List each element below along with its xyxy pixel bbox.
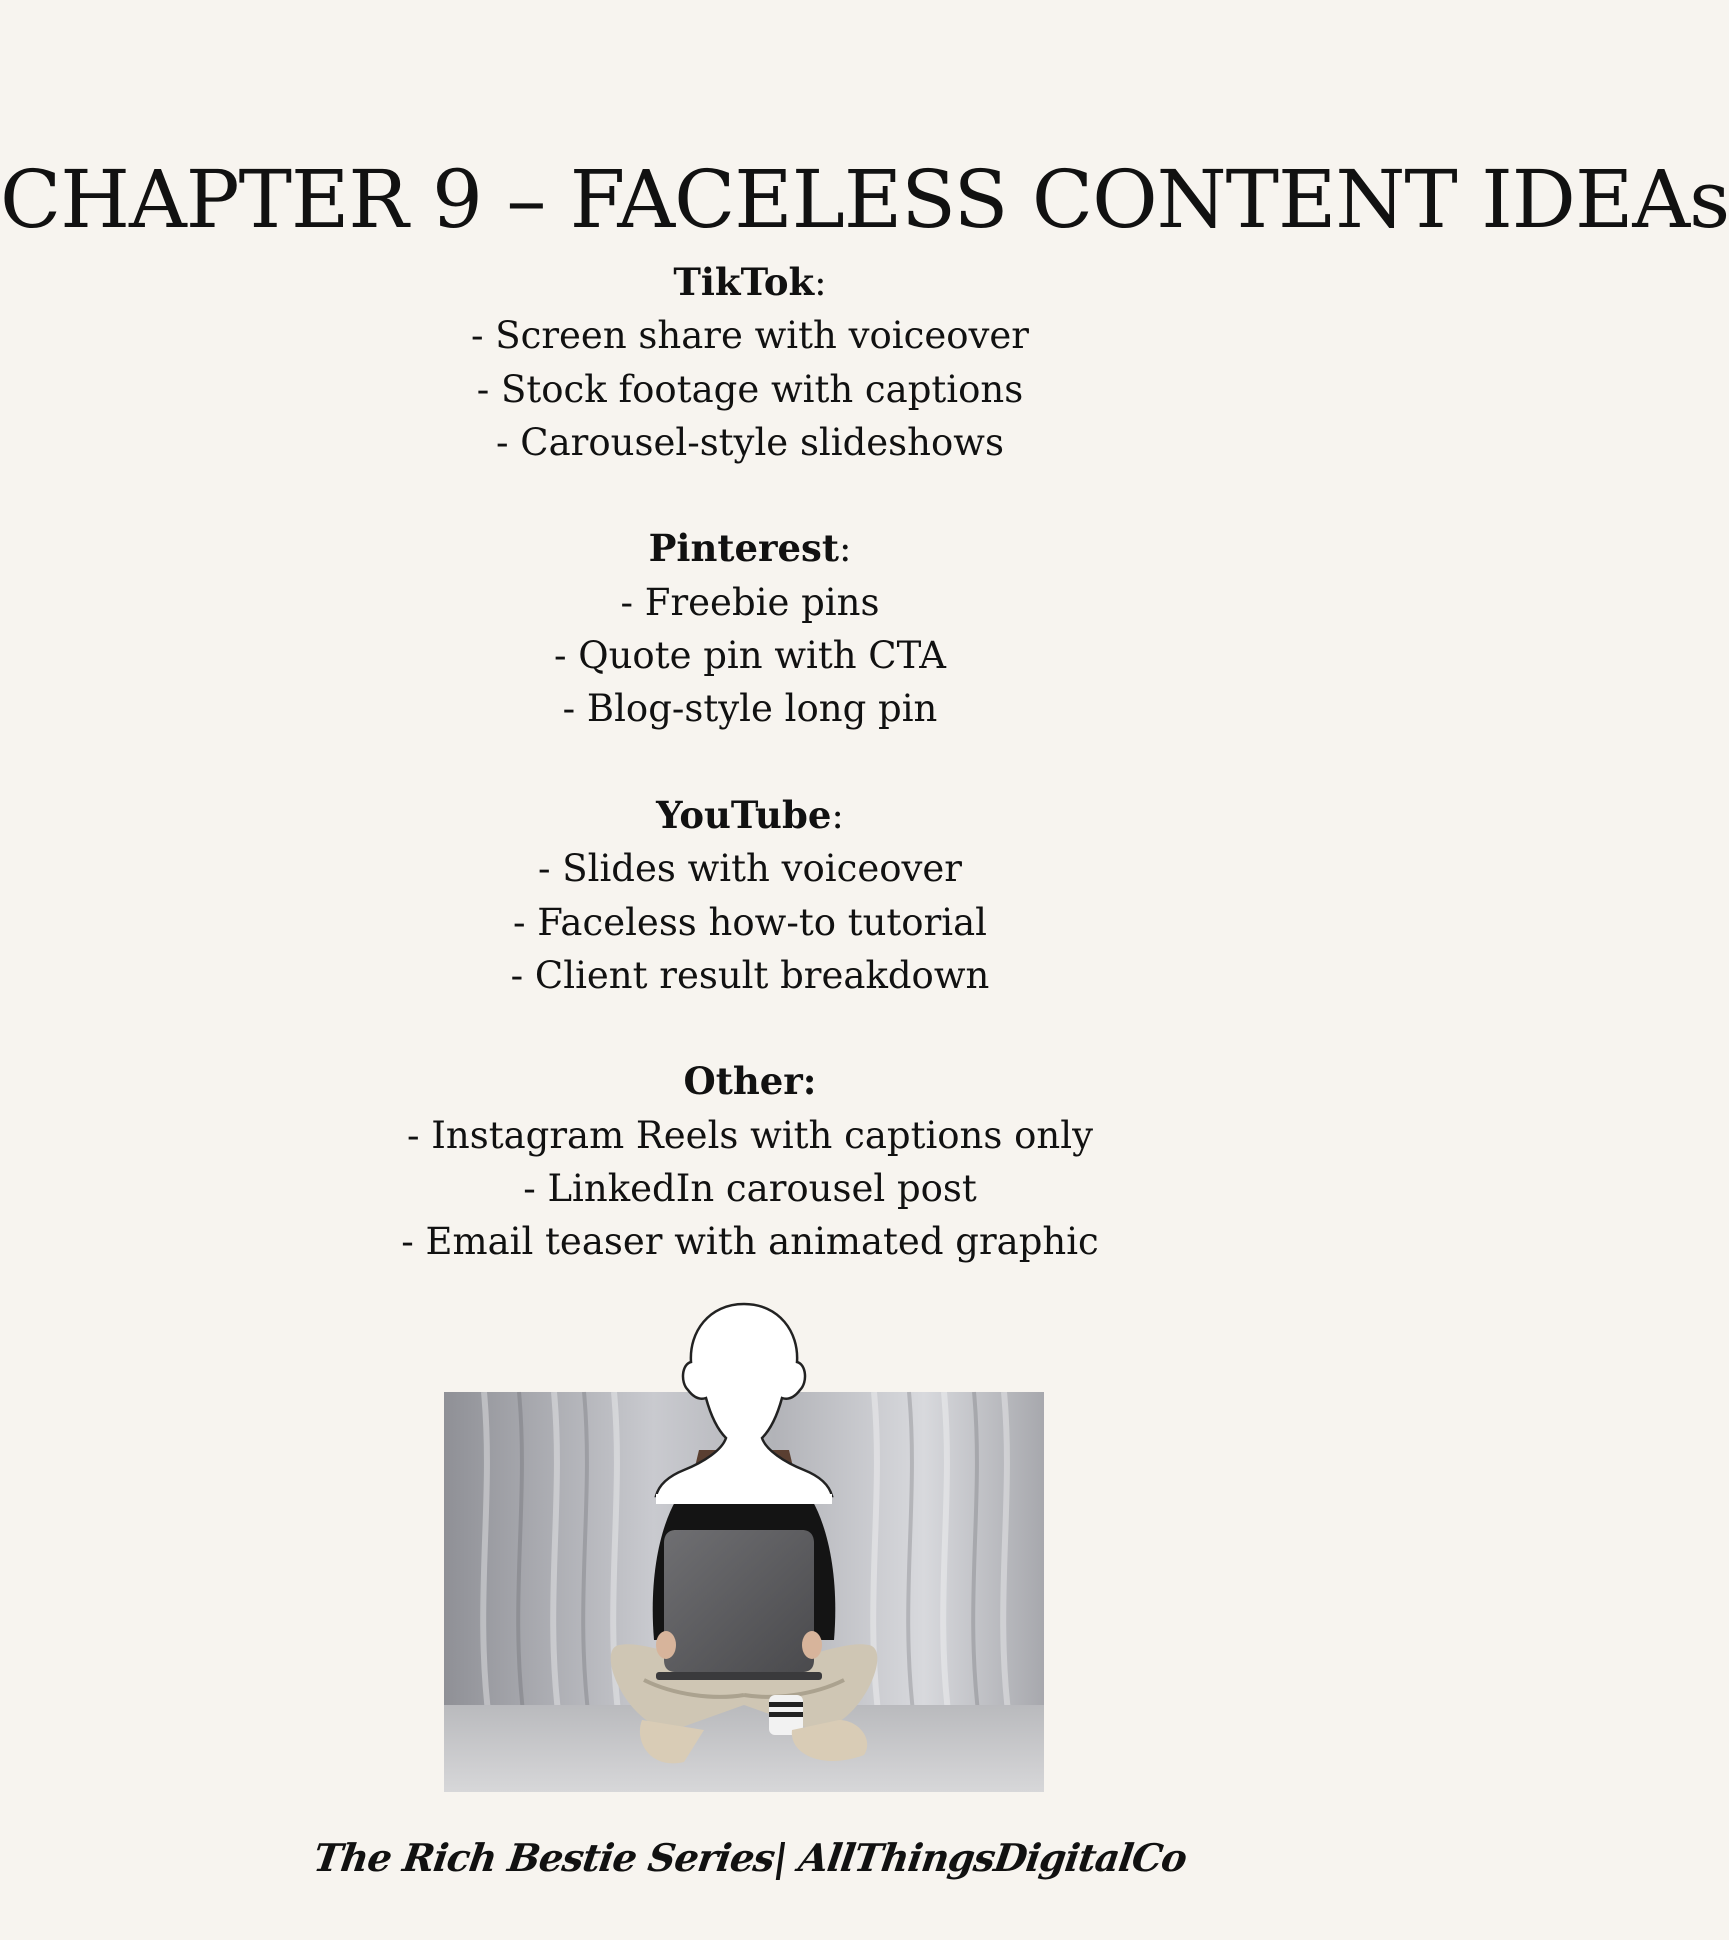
- section-pinterest: [0, 522, 1500, 735]
- section-heading-line: [0, 522, 1500, 575]
- list-item: - Client result breakdown: [510, 953, 990, 997]
- list-item: - Slides with voiceover: [538, 847, 962, 891]
- section-heading: Pinterest: [648, 526, 839, 571]
- list-item: - Faceless how-to tutorial: [512, 900, 987, 944]
- list-item: - LinkedIn carousel post: [523, 1167, 977, 1211]
- list-item: - Freebie pins: [620, 580, 880, 624]
- section-heading-colon: :: [814, 261, 827, 304]
- section-heading: TikTok: [673, 260, 815, 304]
- section-heading: YouTube: [656, 792, 832, 837]
- faceless-person-with-laptop-icon: [444, 1300, 1044, 1792]
- list-item: - Quote pin with CTA: [554, 634, 946, 678]
- section-other: [0, 1055, 1500, 1268]
- footer-signature: The Rich Bestie Series| AllThingsDigitalCo: [310, 1835, 1190, 1880]
- section-heading-line: [0, 789, 1500, 842]
- list-item: - Carousel-style slideshows: [496, 420, 1004, 464]
- list-item: - Instagram Reels with captions only: [407, 1113, 1093, 1157]
- chapter-title: CHAPTER 9 – FACELESS CONTENT IDEAs: [0, 153, 1729, 246]
- section-heading-line: [0, 1055, 1500, 1108]
- section-youtube: [0, 789, 1500, 1002]
- section-heading-colon: :: [831, 793, 844, 837]
- content-ideas-list: [0, 256, 1500, 1322]
- section-heading-colon: :: [838, 527, 852, 571]
- list-item: - Stock footage with captions: [476, 367, 1024, 411]
- section-tiktok: [0, 256, 1500, 469]
- list-item: - Email teaser with animated graphic: [401, 1220, 1099, 1264]
- section-heading: Other:: [683, 1059, 817, 1104]
- list-item: - Screen share with voiceover: [471, 314, 1029, 358]
- section-heading-line: [0, 256, 1500, 309]
- list-item: - Blog-style long pin: [562, 687, 938, 731]
